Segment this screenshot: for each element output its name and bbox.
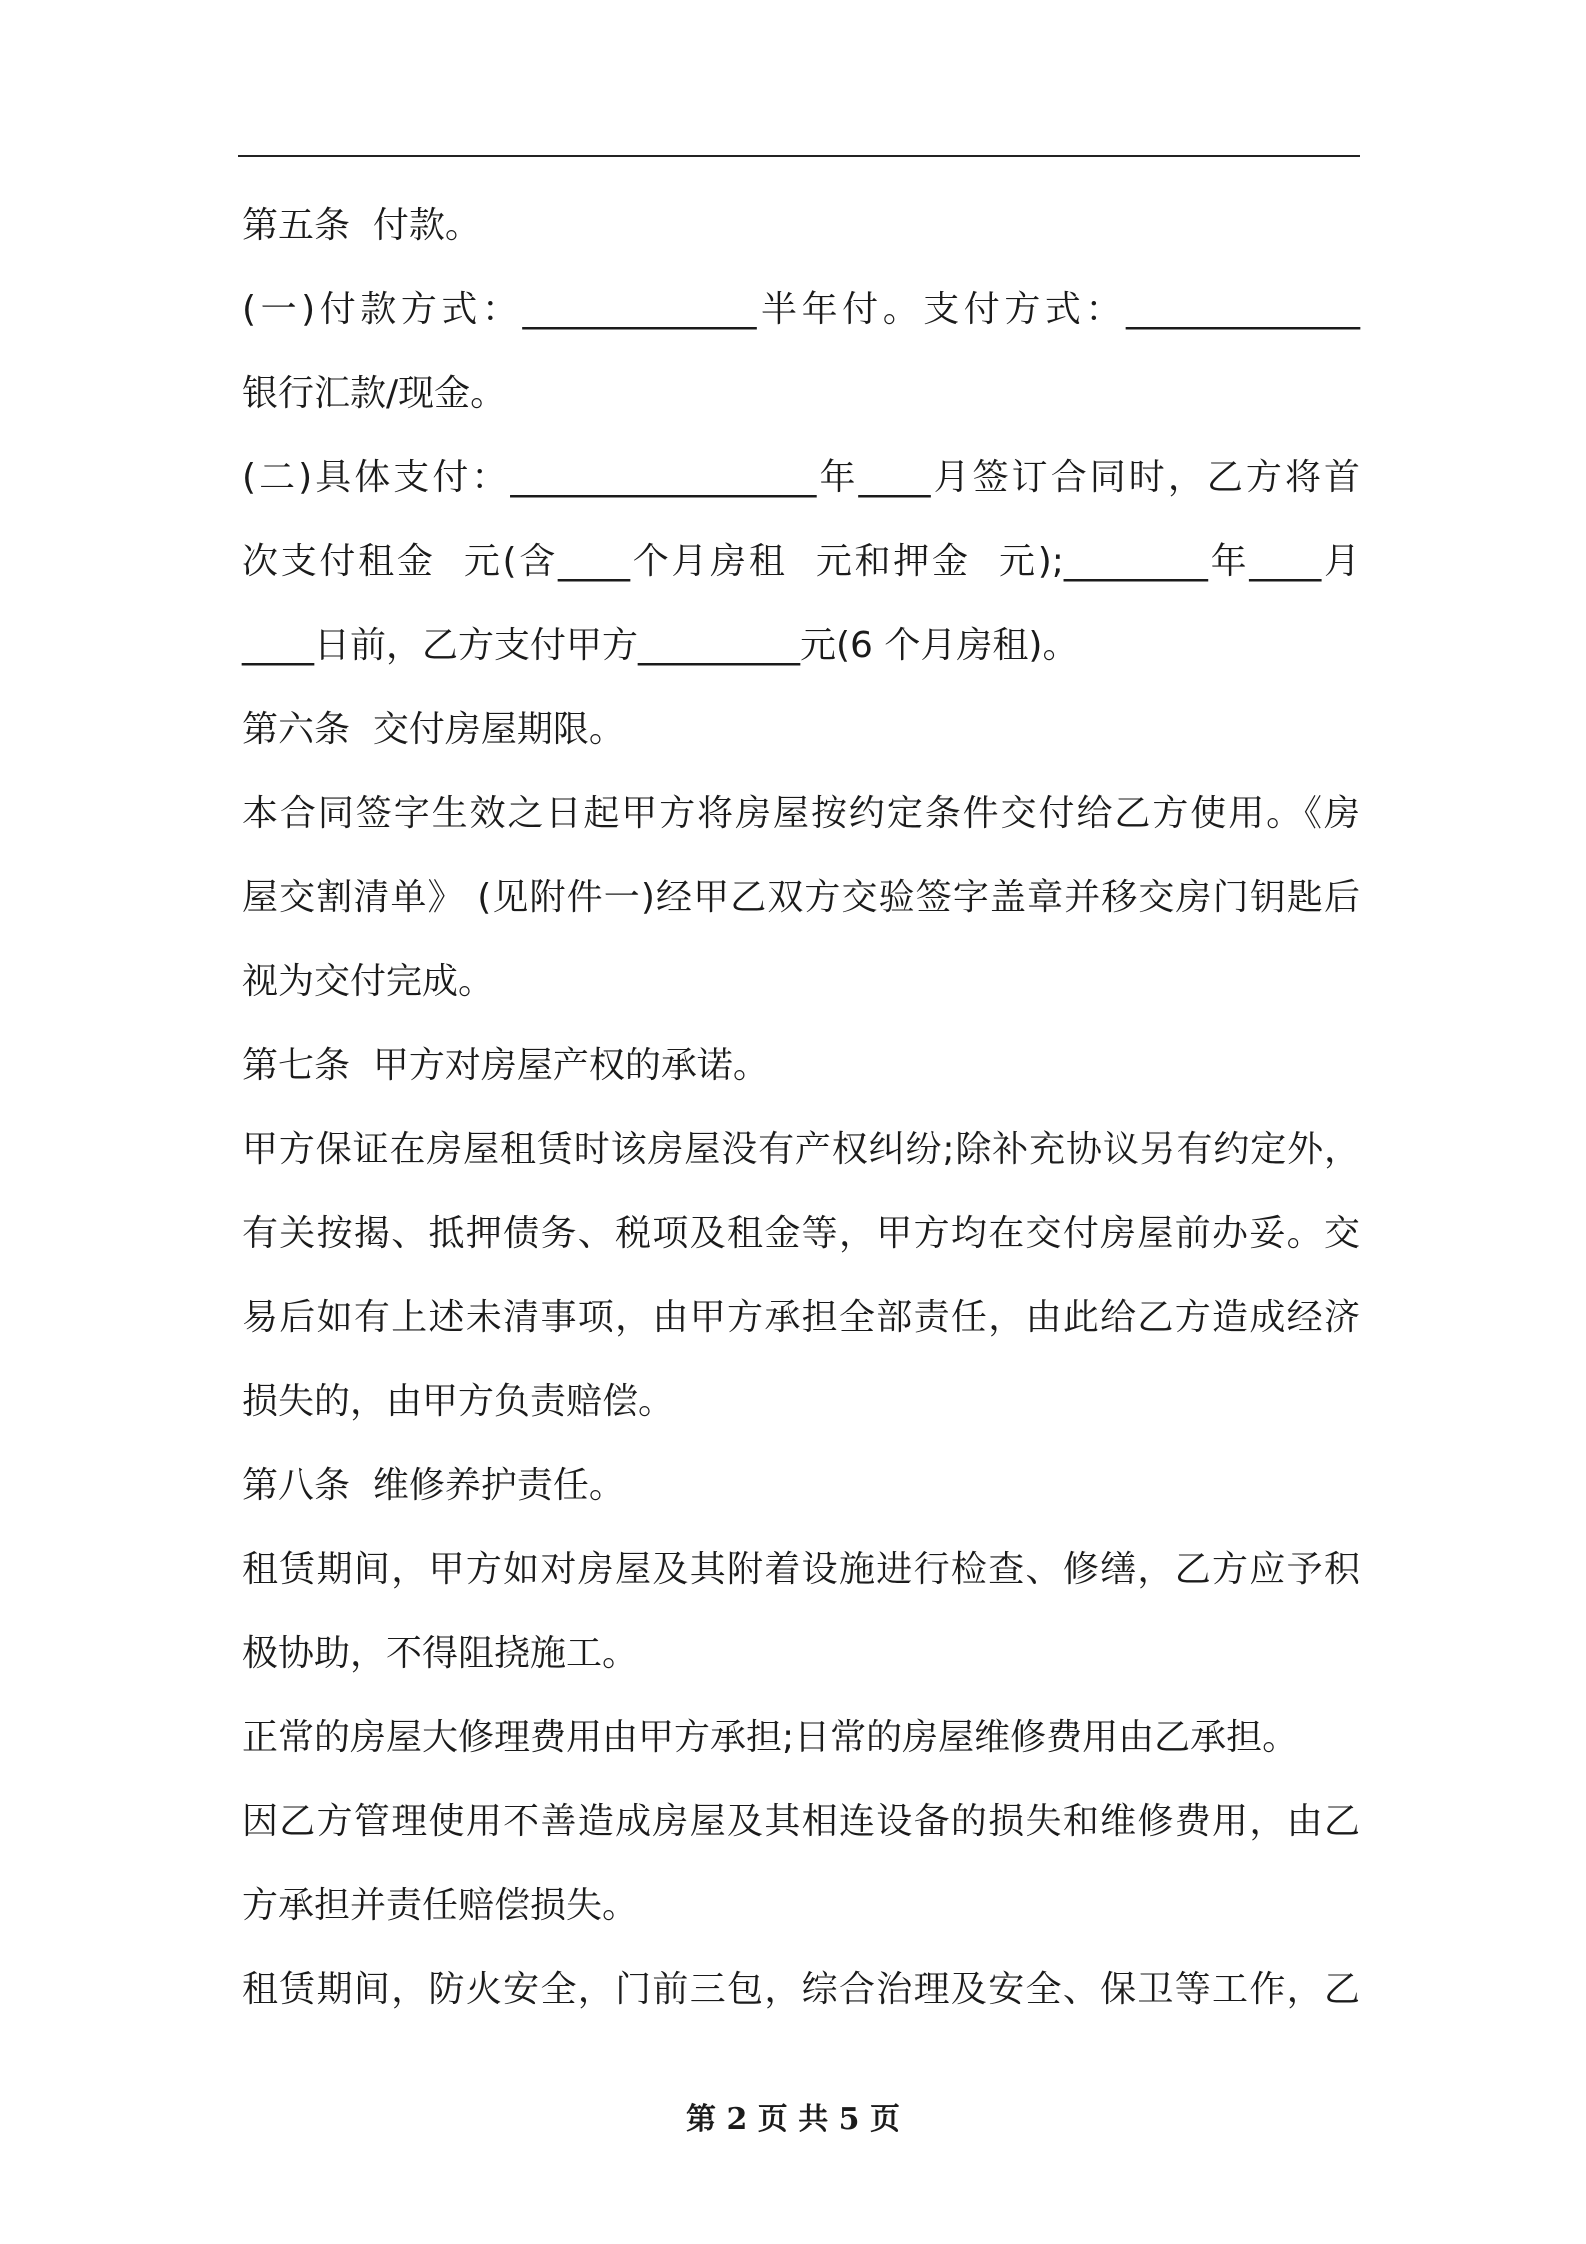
article-7-body-line-4: 损失的，由甲方负责赔偿。 (242, 1381, 675, 1422)
payment-method-continuation: 银行汇款/现金。 (242, 373, 507, 414)
payment-schedule-line-3: ____日前，乙方支付甲方_________元(6 个月房租)。 (242, 625, 1079, 666)
article-8-body-line-2: 极协助，不得阻挠施工。 (242, 1633, 639, 1674)
article-8-body-line-3: 正常的房屋大修理费用由甲方承担;日常的房屋维修费用由乙承担。 (242, 1717, 1299, 1758)
page-indicator: 第 2 页 共 5 页 (686, 2102, 900, 2137)
article-7-body-line-2: 有关按揭、抵押债务、税项及租金等，甲方均在交付房屋前办妥。交 (242, 1213, 1360, 1254)
document-body (242, 184, 1360, 2032)
payment-schedule-line-1: (二)具体支付：_________________年____月签订合同时，乙方将首 (242, 457, 1360, 498)
article-7-body-line-3: 易后如有上述未清事项，由甲方承担全部责任，由此给乙方造成经济 (242, 1297, 1360, 1338)
article-6-body-line-2: 屋交割清单》 (见附件一)经甲乙双方交验签字盖章并移交房门钥匙后 (242, 877, 1360, 918)
article-7-heading: 第七条 甲方对房屋产权的承诺。 (242, 1045, 769, 1086)
article-8-body-line-6: 租赁期间，防火安全，门前三包，综合治理及安全、保卫等工作，乙 (242, 1969, 1360, 2010)
article-8-heading: 第八条 维修养护责任。 (242, 1465, 625, 1506)
article-8-body-line-5: 方承担并责任赔偿损失。 (242, 1885, 639, 1926)
header-rule (238, 155, 1360, 157)
article-6-heading: 第六条 交付房屋期限。 (242, 709, 625, 750)
article-8-body-line-4: 因乙方管理使用不善造成房屋及其相连设备的损失和维修费用，由乙 (242, 1801, 1360, 1842)
article-7-body-line-1: 甲方保证在房屋租赁时该房屋没有产权纠纷;除补充协议另有约定外， (242, 1129, 1360, 1170)
payment-schedule-line-2: 次支付租金 元(含____个月房租 元和押金 元);________年____月 (242, 541, 1360, 582)
article-6-body-line-1: 本合同签字生效之日起甲方将房屋按约定条件交付给乙方使用。《房 (242, 793, 1360, 834)
article-5-heading: 第五条 付款。 (242, 205, 481, 246)
payment-method-line: (一)付款方式：_____________半年付。支付方式：_____________ (242, 289, 1360, 330)
article-8-body-line-1: 租赁期间，甲方如对房屋及其附着设施进行检查、修缮，乙方应予积 (242, 1549, 1360, 1590)
article-6-body-line-3: 视为交付完成。 (242, 961, 495, 1002)
